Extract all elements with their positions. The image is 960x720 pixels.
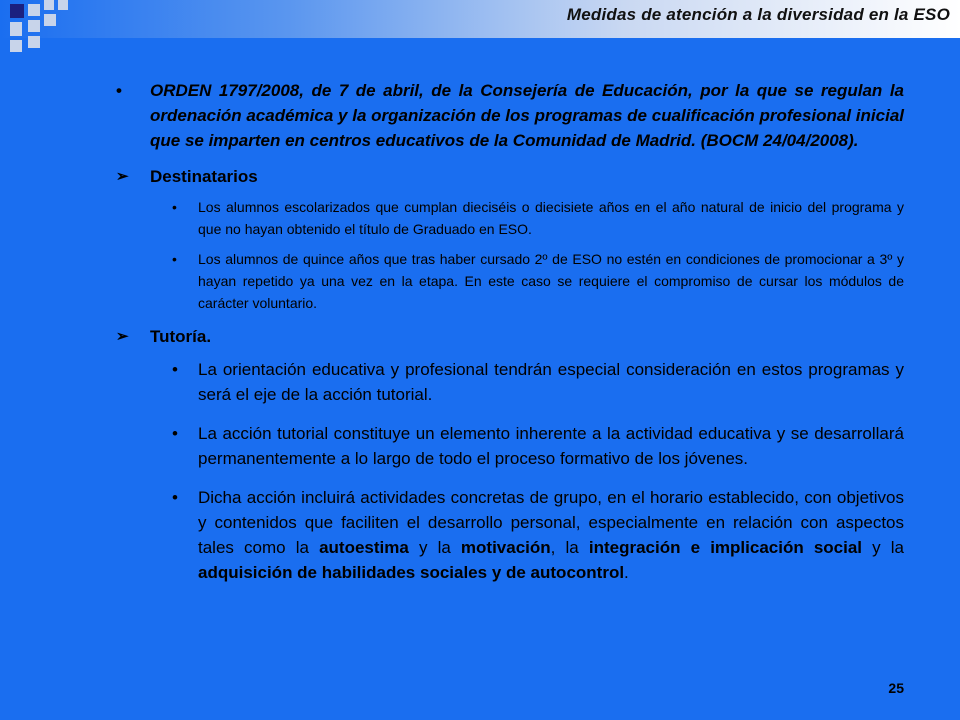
slide-content bbox=[112, 78, 904, 585]
light-square bbox=[28, 4, 40, 16]
light-square bbox=[44, 0, 54, 10]
list-item-text: La orientación educativa y profesional tendrán especial consideración en estos programas y será el eje de la acción tutorial. bbox=[198, 360, 904, 404]
list-item-text: Los alumnos escolarizados que cumplan dieciséis o diecisiete años en el año natural de inicio del programa y que no hayan obtenido el título de Graduado en ESO. bbox=[198, 199, 904, 237]
list-item bbox=[112, 485, 904, 585]
list-item bbox=[112, 248, 904, 314]
bullet-icon: • bbox=[172, 360, 178, 379]
bold-term: adquisición de habilidades sociales y de autocontrol bbox=[198, 563, 625, 582]
list-item bbox=[112, 196, 904, 240]
list-item-text: Dicha acción incluirá actividades concretas de grupo, en el horario establecido, con objetivos y contenidos que faciliten el desarrollo personal, especialmente en relación con aspectos tales como la autoestima y la motivación, la integración e implicación social y la adquisición de habilidades sociales y de autocontrol. bbox=[198, 488, 904, 582]
light-square bbox=[58, 0, 68, 10]
section-heading-destinatarios bbox=[112, 164, 904, 189]
light-square bbox=[10, 40, 22, 52]
page-number: 25 bbox=[888, 680, 904, 696]
bullet-icon: • bbox=[172, 251, 177, 267]
arrow-bullet-icon: ➢ bbox=[116, 168, 129, 185]
navy-square bbox=[10, 4, 24, 18]
arrow-bullet-icon: ➢ bbox=[116, 328, 129, 345]
intro-paragraph bbox=[112, 78, 904, 153]
bullet-icon: • bbox=[172, 424, 178, 443]
light-square bbox=[28, 20, 40, 32]
section-heading-label: Tutoría. bbox=[150, 327, 212, 346]
bullet-icon: • bbox=[116, 81, 122, 100]
list-item-text: Los alumnos de quince años que tras haber cursado 2º de ESO no estén en condiciones de promocionar a 3º y hayan repetido ya una vez en la etapa. En este caso se requiere el compromiso de cursar los módulos de carácter voluntario. bbox=[198, 251, 904, 311]
list-item bbox=[112, 421, 904, 471]
bold-term: motivación bbox=[460, 538, 551, 557]
light-square bbox=[28, 36, 40, 48]
bullet-icon: • bbox=[172, 488, 178, 507]
bold-term: autoestima bbox=[319, 538, 409, 557]
light-square bbox=[10, 22, 22, 36]
bullet-icon: • bbox=[172, 199, 177, 215]
intro-text: ORDEN 1797/2008, de 7 de abril, de la Consejería de Educación, por la que se regulan la ordenación académica y la organización de los programas de cualificación profesional inicial que se imparten en centros educativos de la Comunidad de Madrid. (BOCM 24/04/2008). bbox=[150, 81, 904, 150]
light-square bbox=[44, 14, 56, 26]
section-heading-label: Destinatarios bbox=[150, 167, 258, 186]
list-item bbox=[112, 357, 904, 407]
bold-term: integración e implicación social bbox=[588, 538, 863, 557]
list-item-text: La acción tutorial constituye un elemento inherente a la actividad educativa y se desarrollará permanentemente a lo largo de todo el proceso formativo de los jóvenes. bbox=[198, 424, 904, 468]
page-title: Medidas de atención a la diversidad en la ESO bbox=[566, 5, 950, 24]
section-heading-tutoria bbox=[112, 324, 904, 349]
